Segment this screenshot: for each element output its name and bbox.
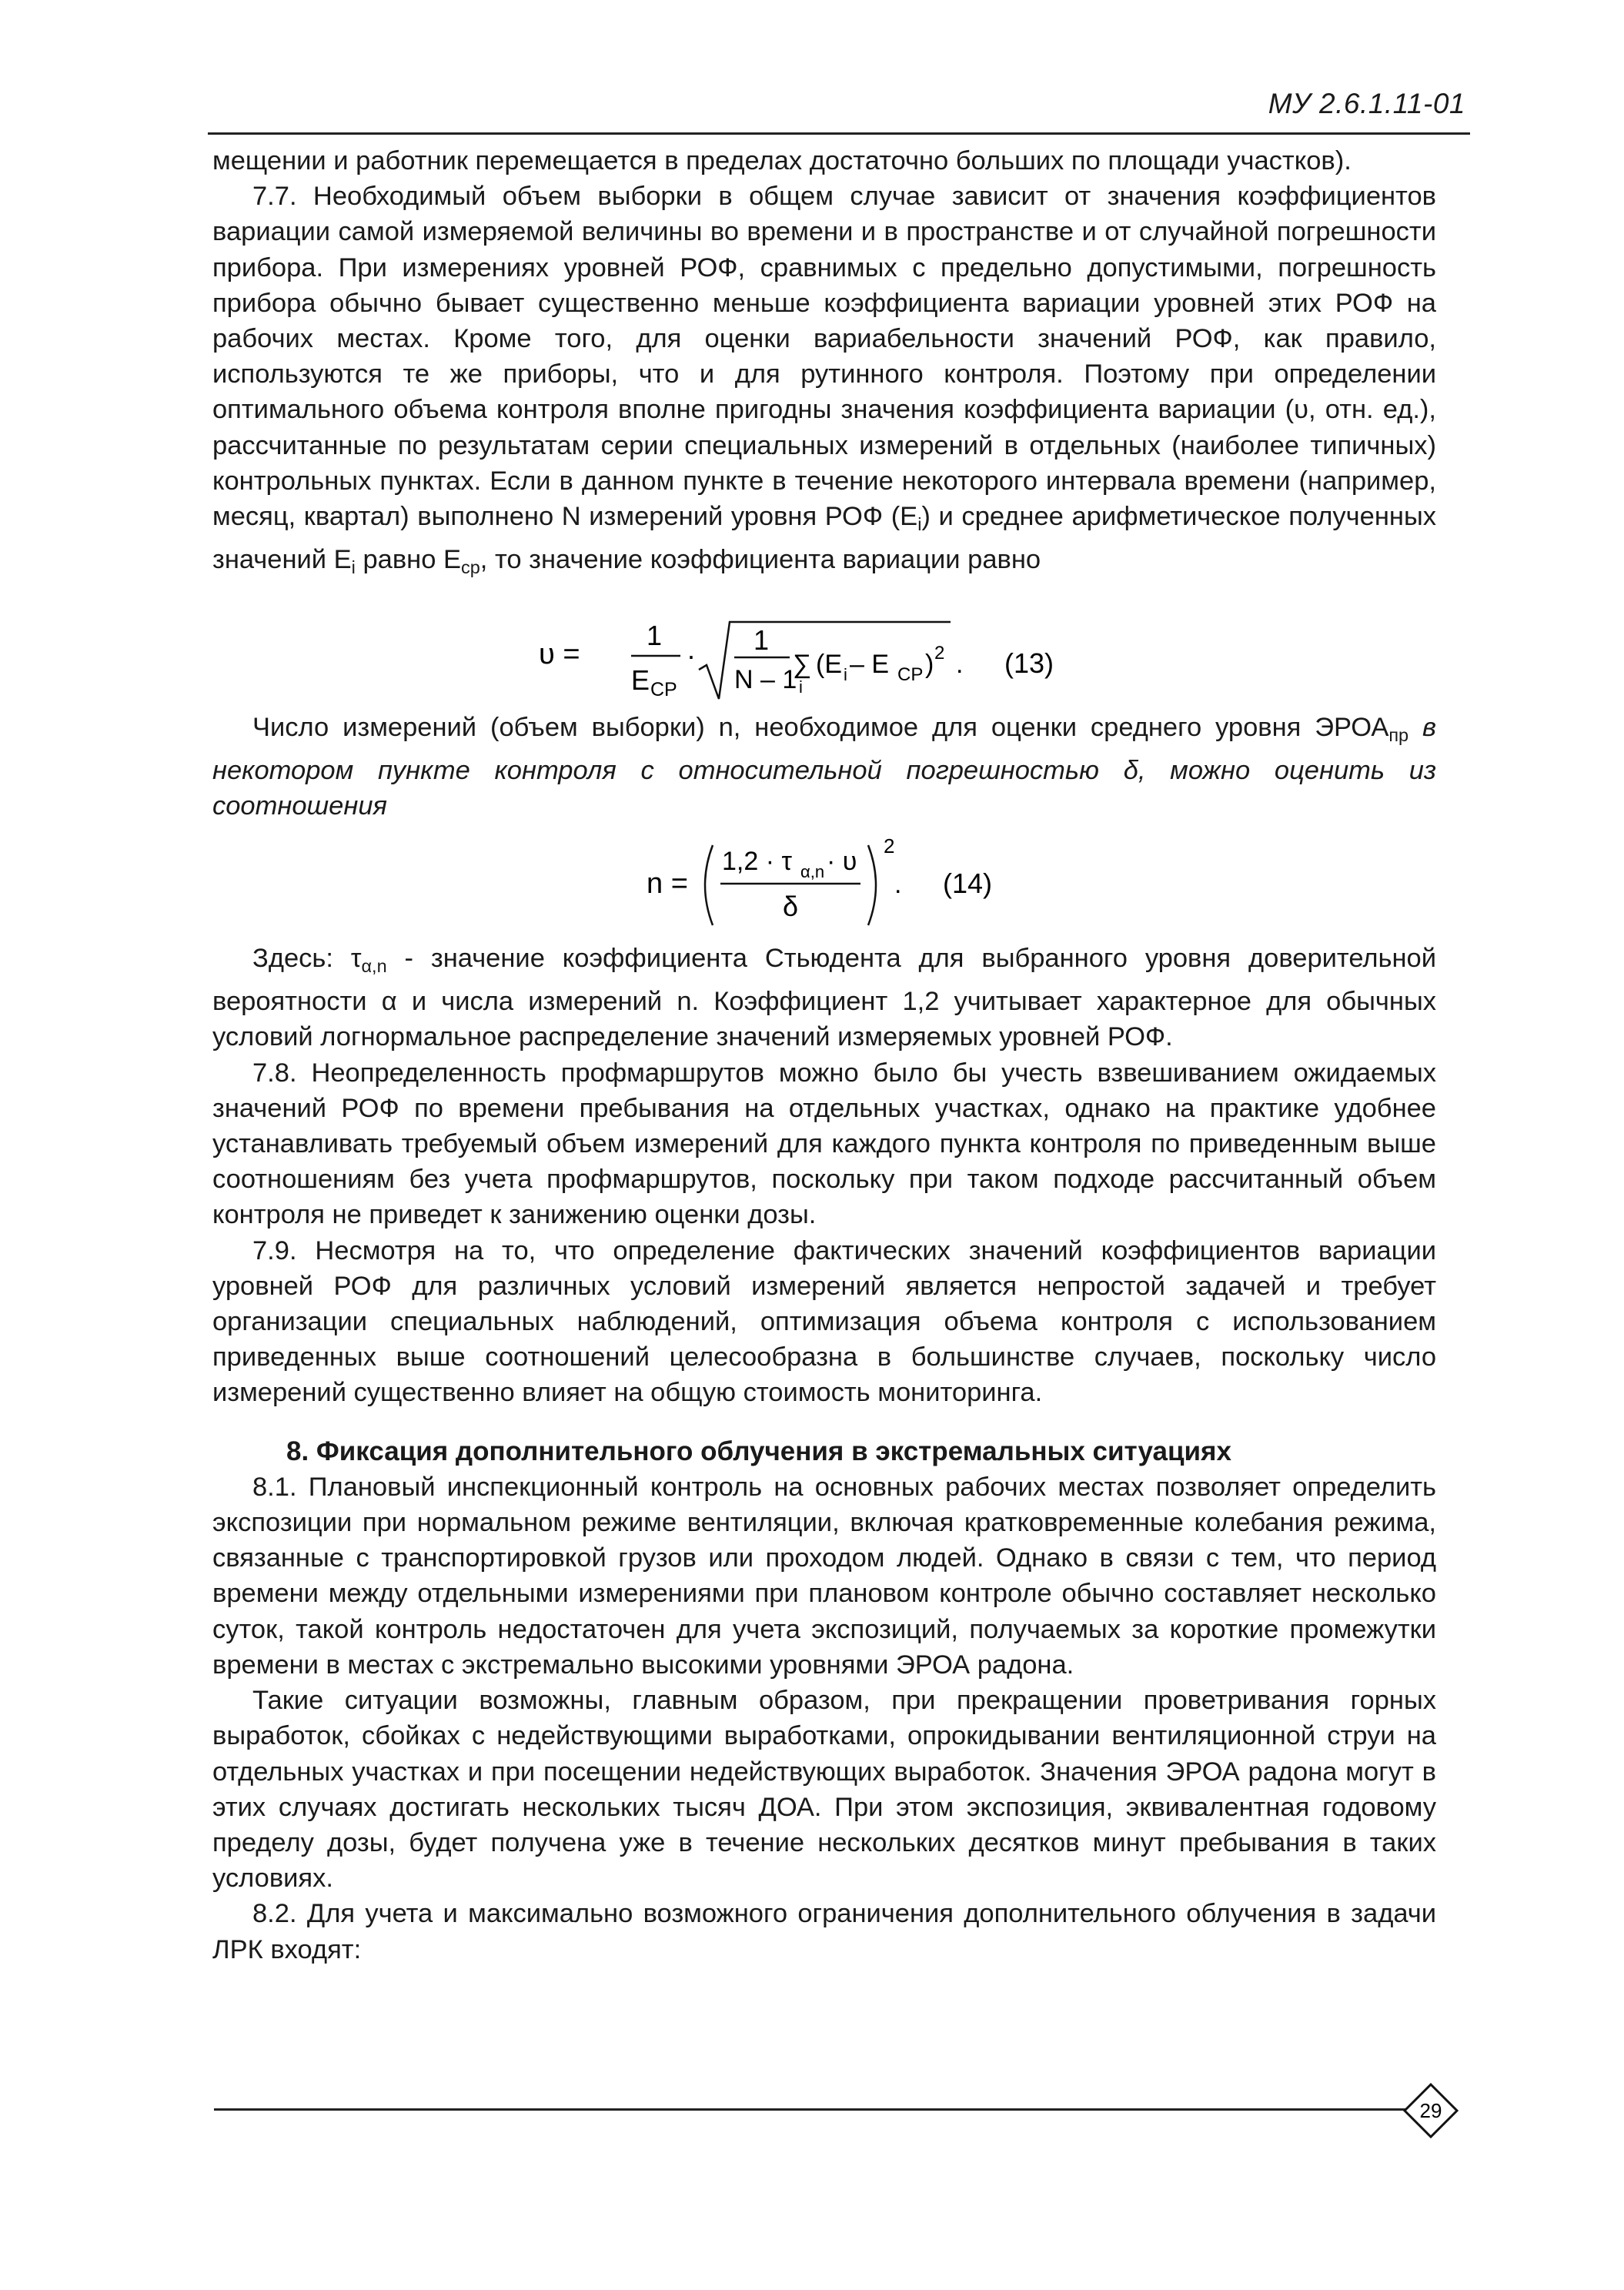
svg-text:2: 2 xyxy=(934,643,945,664)
upsilon-symbol: υ xyxy=(1294,395,1309,425)
svg-text:α,n: α,n xyxy=(800,862,825,881)
text-block-sample-size xyxy=(212,710,1436,824)
svg-text:2: 2 xyxy=(884,834,895,857)
paragraph-continuation: мещении и работник перемещается в пределах достаточно больших по площади участков). xyxy=(212,146,1352,176)
formula-14 xyxy=(647,831,1001,939)
svg-text:1,2 · τ: 1,2 · τ xyxy=(722,847,792,876)
footer-rule xyxy=(214,2108,1412,2111)
svg-text:.: . xyxy=(956,650,964,679)
svg-text:(E: (E xyxy=(816,650,842,679)
formula-13 xyxy=(539,608,1093,708)
document-code: МУ 2.6.1.11-01 xyxy=(1268,88,1465,119)
formula-13-lhs: υ = xyxy=(539,638,580,670)
page-number: 29 xyxy=(1419,2099,1442,2122)
svg-text:i: i xyxy=(844,665,847,684)
paragraph-8-1: 8.1. Плановый инспекционный контроль на основных рабочих местах позволяет определить экспозиции при нормальном режиме вентиляции, включая кратковременные колебания режима, связанные с транспортировкой грузов или проходом людей. Однако в связи с тем, что период времени между отдельными измерениями при плановом контроле обычно составляет несколько суток, такой контроль недостаточен для учета экспозиций, получаемых за короткие промежутки времени в местах с экстремально высокими уровнями ЭРОА радона. xyxy=(212,1472,1436,1680)
section-8-heading: 8. Фиксация дополнительного облучения в экстремальных ситуациях xyxy=(286,1436,1231,1466)
svg-text:CP: CP xyxy=(897,664,924,685)
paragraph-here: Здесь: $\tau_{\alpha,n}$ - значение коэффициента Стьюдента для выбранного уровня доверительной вероятности α и числа измерений n. Коэффициент 1,2 учитывает характерное для обычных условий логнормальное распределение значений измеряемых уровней РОФ. xyxy=(212,944,1436,1052)
paragraph-7-7: 7.7. Необходимый объем выборки в общем случае зависит от значения коэффициентов вариации самой измеряемой величины во времени и в пространстве и от случайной погрешности прибора. При измерениях уровней РОФ, сравнимых с предельно допустимыми, погрешность прибора обычно бывает существенно меньше коэффициента вариации уровней этих РОФ на рабочих местах. Кроме того, для оценки вариабельности значений РОФ, как правило, используются те же приборы, что и для рутинного контроля. Поэтому при определении оптимального объема контроля вполне пригодны значения коэффициента вариации (υ, отн. ед.), рассчитанные по результатам серии специальных измерений в отдельных (наиболее типичных) контрольных пунктах. Если в данном пункте в течение некоторого интервала времени (например, месяц, квартал) выполнено N измерений уровня РОФ $(E_i)$ и среднее арифметическое полученных значений $E_i$ равно $E_{ср}$, то значение коэффициента вариации равно xyxy=(212,182,1437,578)
svg-text:CP: CP xyxy=(650,679,677,700)
header-rule xyxy=(208,132,1470,135)
equation-number-14: (14) xyxy=(943,868,993,899)
formula-14-lhs: n = xyxy=(647,868,688,900)
svg-text:E: E xyxy=(631,664,650,696)
svg-text:N – 1: N – 1 xyxy=(734,665,797,694)
paragraph-8-1-situations: Такие ситуации возможны, главным образом, при прекращении проветривания горных выработок, сбойках с недействующими выработками, опрокидывании вентиляционной струи на отдельных участках и при посещении недействующих выработок. Значения ЭРОА радона могут в этих случаях достигать нескольких тысяч ДОА. При этом экспозиция, эквивалентная годовому пределу дозы, будет получена уже в течение нескольких десятков минут пребывания в таких условиях. xyxy=(212,1686,1436,1894)
svg-text:δ: δ xyxy=(782,891,799,922)
svg-text:· υ: · υ xyxy=(827,847,857,876)
paragraph-sample-size: Число измерений (объем выборки) n, необходимое для оценки среднего уровня $ЭРОА_{пр}$ в некотором пункте контроля с относительной погрешностью δ, можно оценить из соотношения xyxy=(212,713,1437,821)
paragraph-8-2: 8.2. Для учета и максимально возможного ограничения дополнительного облучения в задачи ЛРК входят: xyxy=(212,1899,1436,1964)
text-block-top xyxy=(212,143,1436,586)
svg-text:i: i xyxy=(799,677,803,697)
svg-text:1: 1 xyxy=(646,620,663,651)
svg-text:): ) xyxy=(925,650,934,679)
sum-sign: ∑ xyxy=(793,650,812,679)
svg-text:– E: – E xyxy=(850,650,890,679)
svg-text:.: . xyxy=(894,870,902,899)
svg-text:·: · xyxy=(687,640,696,671)
page-number-badge xyxy=(1402,2082,1459,2139)
paragraph-7-9: 7.9. Несмотря на то, что определение фактических значений коэффициентов вариации уровней РОФ для различных условий измерений является непростой задачей и требует организации специальных наблюдений, оптимизация объема контроля с использованием приведенных выше соотношений целесообразна в большинстве случаев, поскольку число измерений существенно влияет на общую стоимость мониторинга. xyxy=(212,1235,1436,1408)
paragraph-7-8: 7.8. Неопределенность профмаршрутов можно было бы учесть взвешиванием ожидаемых значений РОФ по времени пребывания на отдельных участках, однако на практике удобнее устанавливать требуемый объем измерений для каждого пункта контроля по приведенным выше соотношениям без учета профмаршрутов, поскольку при таком подходе рассчитанный объем контроля не приведет к занижению оценки дозы. xyxy=(212,1058,1436,1230)
text-block-main xyxy=(212,941,1436,1967)
equation-number-13: (13) xyxy=(1004,647,1054,679)
svg-text:1: 1 xyxy=(753,624,770,656)
